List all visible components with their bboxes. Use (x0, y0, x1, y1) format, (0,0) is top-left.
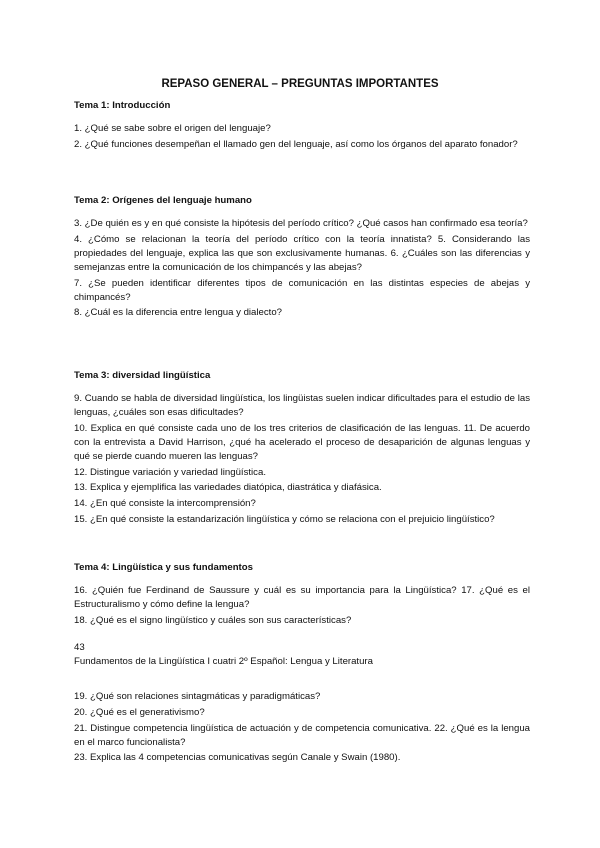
page-title: REPASO GENERAL – PREGUNTAS IMPORTANTES (161, 78, 439, 90)
question: 1. ¿Qué se sabe sobre el origen del lenguaje? (74, 123, 271, 134)
question: 4. ¿Cómo se relacionan la teoría del período crítico con la teoría innatista? 5. Considerando las propiedades del lenguaje, explica las que son exclusivamente humanas. 6. ¿Cuáles son las diferencias y semejanzas entre la comunicación de los chimpancés y las abejas? (74, 233, 530, 273)
question: 20. ¿Qué es el generativismo? (74, 706, 205, 718)
question: 2. ¿Qué funciones desempeñan el llamado gen del lenguaje, así como los órganos del aparato fonador? (74, 138, 518, 150)
question: 10. Explica en qué consiste cada uno de los tres criterios de clasificación de las lenguas. 11. De acuerdo con la entrevista a David Harrison, ¿qué ha acelerado el proceso de desaparición de algunas lenguas y qué se pierde cuando mueren las lenguas? (74, 422, 530, 462)
section-tema-3 (74, 369, 530, 529)
section-heading: Tema 3: diversidad lingüística (74, 370, 211, 381)
question: 13. Explica y ejemplifica las variedades diatópica, diastrática y diafásica. (74, 482, 382, 494)
section-tema-2 (74, 194, 530, 322)
question: 12. Distingue variación y variedad lingüística. (74, 466, 266, 478)
section-continued (74, 690, 530, 767)
section-tema-4 (74, 561, 530, 630)
question: 19. ¿Qué son relaciones sintagmáticas y paradigmáticas? (74, 691, 321, 702)
page-number: 43 (74, 642, 85, 653)
page-footer: Fundamentos de la Lingüística I cuatri 2º Español: Lengua y Literatura (74, 656, 373, 667)
question: 14. ¿En qué consiste la intercomprensión? (74, 498, 256, 510)
question: 15. ¿En qué consiste la estandarización lingüística y cómo se relaciona con el prejuicio lingüístico? (74, 513, 495, 525)
question: 8. ¿Cuál es la diferencia entre lengua y dialecto? (74, 307, 282, 319)
question: 3. ¿De quién es y en qué consiste la hipótesis del período crítico? ¿Qué casos han confirmado esa teoría? (74, 218, 528, 229)
section-tema-1 (74, 99, 530, 154)
section-heading: Tema 1: Introducción (74, 100, 171, 111)
question: 16. ¿Quién fue Ferdinand de Saussure y cuál es su importancia para la Lingüística? 17. ¿Qué es el Estructuralismo y cómo define la lengua? (74, 585, 530, 610)
section-heading: Tema 2: Orígenes del lenguaje humano (74, 195, 252, 206)
question: 18. ¿Qué es el signo lingüístico y cuáles son sus características? (74, 614, 352, 626)
section-heading: Tema 4: Lingüística y sus fundamentos (74, 562, 253, 573)
question: 23. Explica las 4 competencias comunicativas según Canale y Swain (1980). (74, 752, 401, 764)
question: 21. Distingue competencia lingüística de actuación y de competencia comunicativa. 22. ¿Qué es la lengua en el marco funcionalista? (74, 722, 530, 748)
question: 9. Cuando se habla de diversidad lingüística, los lingüistas suelen indicar dificultades para el estudio de las lenguas, ¿cuáles son esas dificultades? (74, 393, 530, 418)
question: 7. ¿Se pueden identificar diferentes tipos de comunicación en las distintas especies de abejas y chimpancés? (74, 277, 530, 303)
